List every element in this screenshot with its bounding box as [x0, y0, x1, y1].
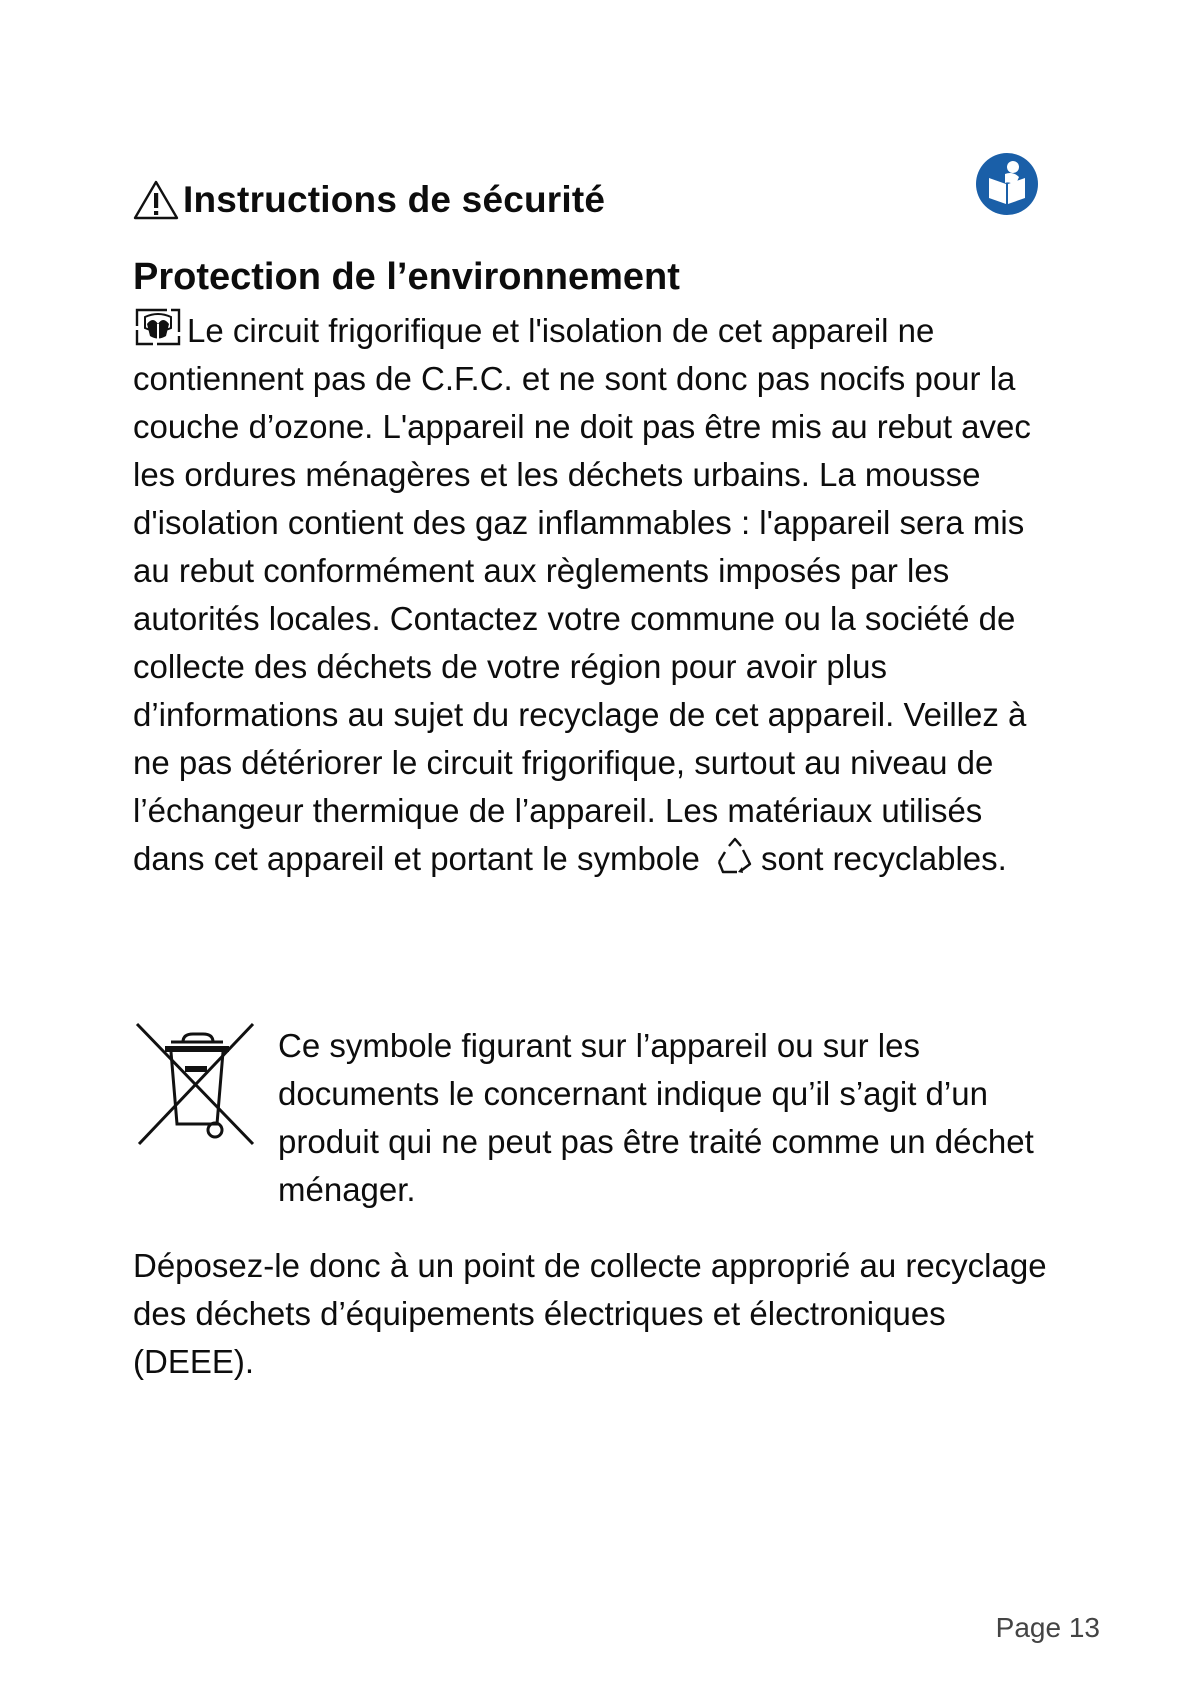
- environment-paragraph: [133, 306, 1063, 883]
- weee-paragraph: Ce symbole figurant sur l’appareil ou sur les documents le concernant indique qu’il s’agit d’un produit qui ne peut pas être traité comme un déchet ménager.: [278, 1027, 1034, 1208]
- title-row: [133, 176, 605, 224]
- recyclable-text: sont recyclables.: [761, 840, 1007, 877]
- page-title: Instructions de sécurité: [183, 179, 606, 220]
- section-title: Protection de l’environnement: [133, 256, 680, 298]
- read-manual-icon: [975, 152, 1039, 216]
- environment-text: Le circuit frigorifique et l'isolation de cet appareil ne contiennent pas de C.F.C. et ne sont donc pas nocifs pour la couche d’ozone. L'appareil ne doit pas être mis au rebut avec les ordures ménagères et les déchets urbains. La mousse d'isolation contient des gaz inflammables : l'appareil sera mis au rebut conformément aux règlements imposés par les autorités locales. Contactez votre commune ou la société de collecte des déchets de votre région pour avoir plus d’informations au sujet du recyclage de cet appareil. Veillez à ne pas détériorer le circuit frigorifique, surtout au niveau de l’échangeur thermique de l’appareil. Les matériaux utilisés dans cet appareil et portant le symbole: [133, 312, 1031, 877]
- page-number: Page 13: [995, 1612, 1100, 1643]
- weee-notice: [133, 1022, 1073, 1222]
- recycle-icon: [715, 836, 755, 876]
- collection-paragraph: Déposez-le donc à un point de collecte approprié au recyclage des déchets d’équipements électriques et électroniques (DEEE).: [133, 1247, 1047, 1380]
- no-cfc-icon: [133, 306, 183, 348]
- crossed-out-bin-icon: [133, 1022, 255, 1150]
- warning-triangle-icon: [133, 179, 179, 221]
